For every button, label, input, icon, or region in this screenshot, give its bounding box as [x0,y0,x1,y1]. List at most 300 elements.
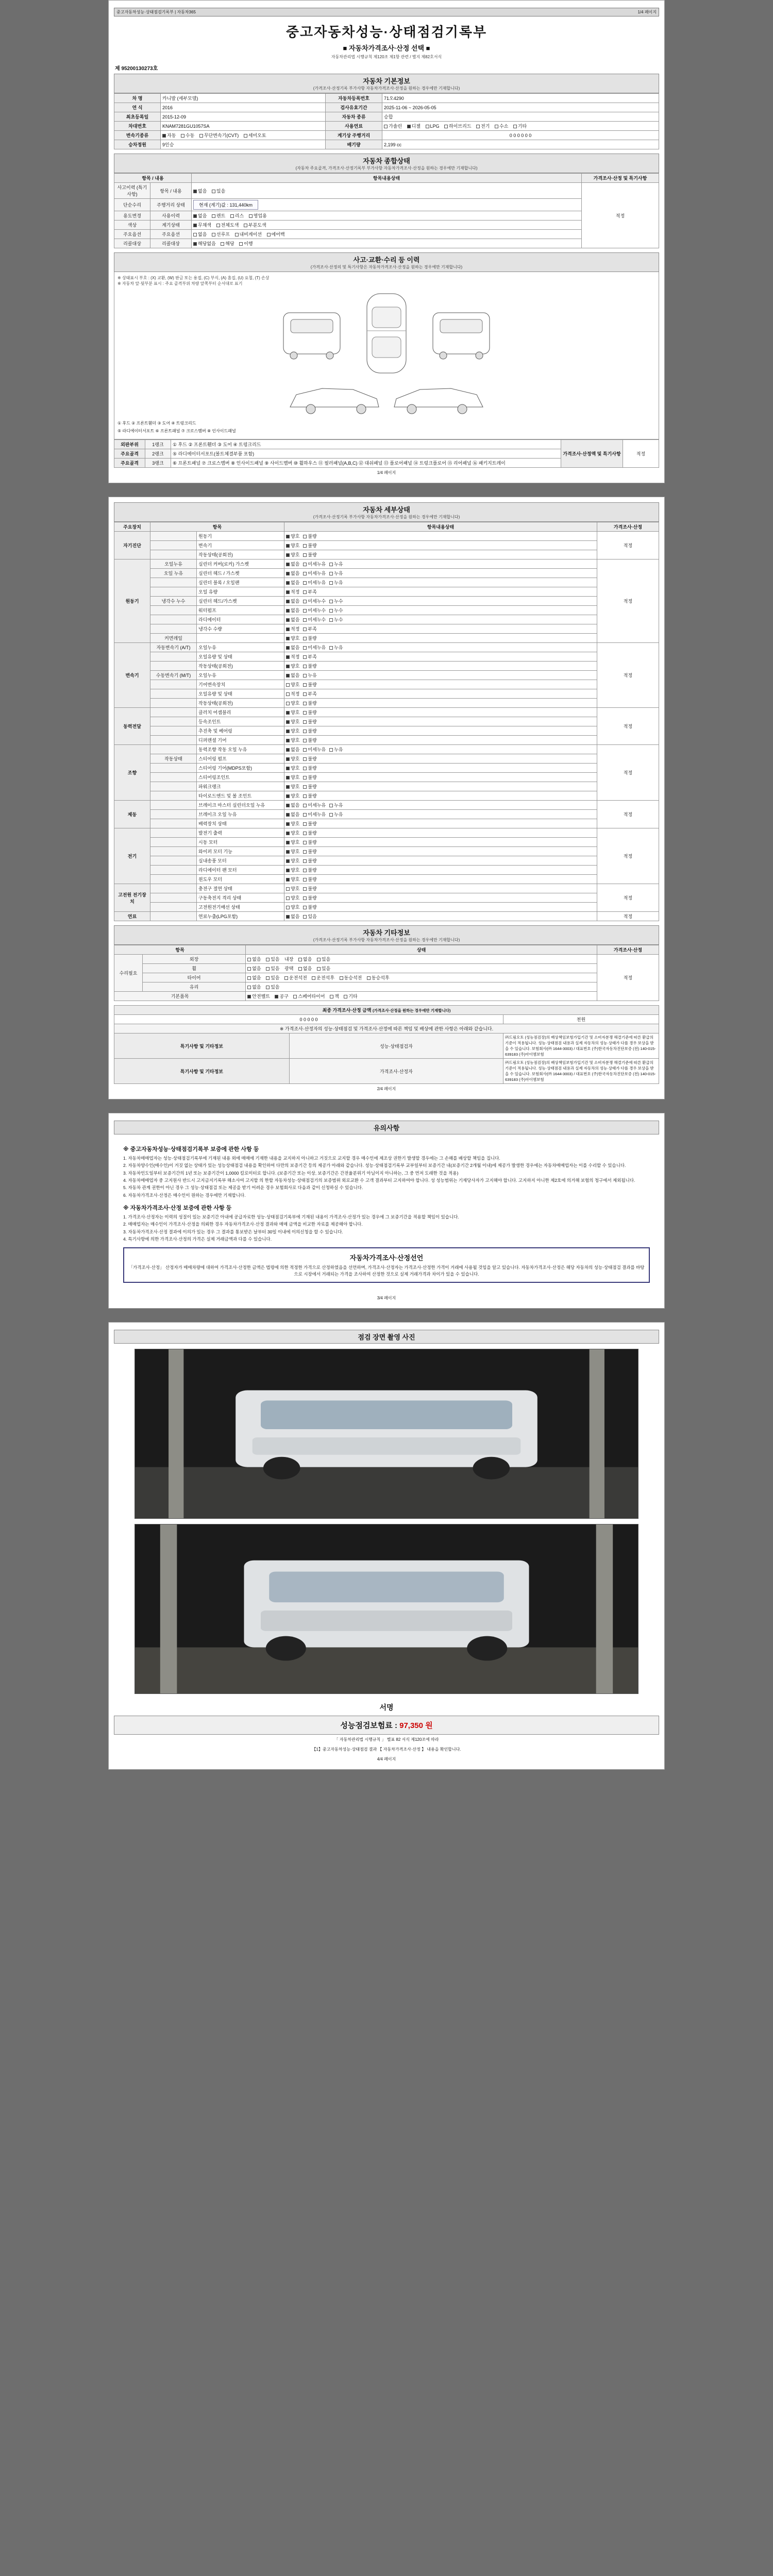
row-options-color[interactable] [192,221,582,230]
fuel-option-hybrid[interactable]: 하이브리드 [444,123,471,129]
detail-item-options[interactable] [284,689,597,699]
fuel-option-diesel[interactable]: 디젤 [407,123,421,129]
detail-option-미세누수[interactable] [303,598,326,604]
detail-option-양호[interactable] [286,663,299,669]
detail-option-양호[interactable] [286,755,299,762]
tire-pos-fl[interactable]: 운전석전 [284,974,307,981]
detail-option-불량[interactable] [303,857,316,864]
usage-rent[interactable]: 렌트 [212,212,225,219]
checkbox-icon[interactable] [286,878,290,882]
checkbox-icon[interactable] [303,776,307,779]
checkbox-icon[interactable] [303,869,307,872]
detail-option-양호[interactable] [286,867,299,873]
detail-option-미세누유[interactable] [303,746,326,753]
exterior-none[interactable]: 없음 [247,956,261,962]
checkbox-icon[interactable] [286,739,290,742]
recall-yes[interactable]: 해당 [221,240,234,247]
detail-option-없음[interactable] [286,607,299,614]
detail-option-누수[interactable] [329,616,343,623]
detail-item-options[interactable] [284,819,597,828]
detail-item-options[interactable] [284,810,597,819]
detail-item-options[interactable] [284,912,597,921]
color-full-paint[interactable]: 전체도색 [216,222,239,228]
checkbox-icon[interactable] [303,553,307,557]
detail-option-미세누유[interactable] [303,579,326,586]
checkbox-icon[interactable] [303,563,307,566]
color-solid[interactable]: 무채색 [193,222,211,228]
detail-item-options[interactable] [284,587,597,597]
transmission-options[interactable] [161,131,326,140]
detail-option-label: 미세누유 [308,645,326,650]
trans-option-auto[interactable]: 자동 [162,132,176,139]
detail-item-options[interactable] [284,773,597,782]
checkbox-icon[interactable] [303,628,307,631]
detail-option-누유[interactable] [329,811,343,818]
detail-option-불량[interactable] [303,727,316,734]
checkbox-icon[interactable] [286,720,290,724]
checkbox-icon[interactable] [303,665,307,668]
detail-item-options[interactable] [284,791,597,801]
detail-option-불량[interactable] [303,542,316,549]
tire-pos-rr[interactable]: 동승석후 [367,974,390,981]
checkbox-icon[interactable] [286,674,290,677]
checkbox-icon[interactable] [303,859,307,863]
detail-option-양호[interactable] [286,857,299,864]
wheel-none[interactable]: 없음 [247,965,261,972]
detail-item-options[interactable] [284,708,597,717]
checkbox-icon[interactable] [329,609,333,613]
detail-option-미세누유[interactable] [303,561,326,567]
detail-option-부족[interactable] [303,653,316,660]
detail-option-누유[interactable] [329,802,343,808]
detail-option-누유[interactable] [303,672,316,679]
detail-option-양호[interactable] [286,533,299,539]
checkbox-icon[interactable] [303,609,307,613]
detail-option-없음[interactable] [286,598,299,604]
detail-item-options[interactable] [284,615,597,624]
checkbox-icon[interactable] [286,563,290,566]
recall-na[interactable]: 해당없음 [193,240,216,247]
detail-option-양호[interactable] [286,839,299,845]
color-partial-paint[interactable]: 부분도색 [244,222,266,228]
checkbox-icon[interactable] [329,563,333,566]
checkbox-icon[interactable] [303,544,307,548]
detail-option-누수[interactable] [329,607,343,614]
detail-item-options[interactable] [284,652,597,662]
checkbox-icon[interactable] [329,646,333,650]
trans-option-cvt[interactable]: 무단변속기(CVT) [199,132,239,139]
usage-lease[interactable]: 리스 [230,212,244,219]
detail-option-부족[interactable] [303,588,316,595]
detail-item-options[interactable] [284,578,597,587]
detail-option-양호[interactable] [286,727,299,734]
detail-option-양호[interactable] [286,848,299,855]
polish-yes[interactable]: 있음 [317,965,330,972]
checkbox-icon[interactable] [303,841,307,844]
detail-option-불량[interactable] [303,533,316,539]
detail-option-불량[interactable] [303,894,316,901]
checkbox-icon[interactable] [303,822,307,826]
recall-done[interactable]: 이행 [239,240,253,247]
checkbox-icon[interactable] [286,822,290,826]
checkbox-icon[interactable] [303,767,307,770]
row-options-mileage[interactable] [192,199,582,211]
checkbox-icon[interactable] [303,646,307,650]
detail-option-없음[interactable] [286,811,299,818]
detail-item-options[interactable] [284,634,597,643]
checkbox-icon[interactable] [286,757,290,761]
detail-option-양호[interactable] [286,681,299,688]
detail-option-양호[interactable] [286,829,299,836]
detail-item-options[interactable] [284,903,597,912]
checkbox-icon[interactable] [329,600,333,603]
detail-option-없음[interactable] [286,570,299,577]
detail-option-적정[interactable] [286,588,299,595]
interior-none[interactable]: 없음 [298,956,312,962]
checkbox-icon[interactable] [303,581,307,585]
detail-item-label: 작동상태(공회전) [197,662,284,671]
detail-item-options[interactable] [284,884,597,893]
detail-option-양호[interactable] [286,737,299,743]
checkbox-icon[interactable] [329,804,333,807]
checkbox-icon[interactable] [286,665,290,668]
detail-option-양호[interactable] [286,709,299,716]
checkbox-icon[interactable] [286,581,290,585]
detail-option-미세누유[interactable] [303,570,326,577]
checkbox-icon[interactable] [286,730,290,733]
detail-option-없음[interactable] [286,913,299,920]
checkbox-icon[interactable] [286,646,290,650]
tire-pos-rl[interactable]: 운전석후 [312,974,334,981]
detail-option-양호[interactable] [286,885,299,892]
wheel-yes[interactable]: 있음 [266,965,279,972]
detail-option-불량[interactable] [303,839,316,845]
detail-option-누유[interactable] [329,644,343,651]
checkbox-icon[interactable] [286,748,290,752]
checkbox-icon[interactable] [329,581,333,585]
checkbox-icon[interactable] [286,813,290,817]
checkbox-icon[interactable] [286,711,290,715]
checkbox-icon[interactable] [303,757,307,761]
checkbox-icon[interactable] [303,832,307,835]
checkbox-icon[interactable] [303,915,307,919]
detail-item-options[interactable] [284,699,597,708]
detail-option-없음[interactable] [286,644,299,651]
detail-item-options[interactable] [284,671,597,680]
checkbox-icon[interactable] [286,832,290,835]
detail-group-price-note: 적정 [597,745,659,801]
detail-option-미세누유[interactable] [303,802,326,808]
detail-item-options[interactable] [284,606,597,615]
checkbox-icon[interactable] [303,748,307,752]
detail-option-불량[interactable] [303,765,316,771]
checkbox-icon[interactable] [286,776,290,779]
detail-option-양호[interactable] [286,820,299,827]
detail-item-options[interactable] [284,643,597,652]
glass-yes[interactable]: 있음 [266,984,279,990]
detail-item-options[interactable] [284,754,597,764]
checkbox-icon[interactable] [303,720,307,724]
checkbox-icon[interactable] [303,572,307,575]
checkbox-icon[interactable] [303,906,307,909]
checkbox-icon[interactable] [286,804,290,807]
checkbox-icon[interactable] [303,590,307,594]
detail-option-미세누유[interactable] [303,811,326,818]
checkbox-icon[interactable] [286,767,290,770]
checkbox-icon[interactable] [286,869,290,872]
detail-option-누유[interactable] [329,561,343,567]
checkbox-icon[interactable] [329,813,333,817]
checkbox-icon[interactable] [303,711,307,715]
detail-option-미세누수[interactable] [303,616,326,623]
detail-item-options[interactable] [284,856,597,866]
checkbox-icon[interactable] [286,553,290,557]
detail-option-불량[interactable] [303,848,316,855]
detail-option-적정[interactable] [286,653,299,660]
checkbox-icon[interactable] [286,841,290,844]
checkbox-icon[interactable] [286,794,290,798]
row-sub-accident: 항목 / 내용 [150,183,192,199]
detail-option-미세누유[interactable] [303,644,326,651]
detail-option-불량[interactable] [303,867,316,873]
detail-item-options[interactable] [284,550,597,560]
detail-subgroup [150,801,197,810]
checkbox-icon[interactable] [286,618,290,622]
basic-tools[interactable]: 공구 [275,993,288,999]
detail-option-불량[interactable] [303,792,316,799]
detail-option-양호[interactable] [286,551,299,558]
checkbox-icon[interactable] [303,618,307,622]
detail-option-불량[interactable] [303,718,316,725]
detail-item-options[interactable] [284,532,597,541]
checkbox-icon[interactable] [303,674,307,677]
detail-item-options[interactable] [284,801,597,810]
detail-item-options[interactable] [284,875,597,884]
checkbox-icon[interactable] [286,859,290,863]
detail-option-양호[interactable] [286,876,299,883]
detail-item-options[interactable] [284,541,597,550]
polish-none[interactable]: 없음 [298,965,312,972]
basic-items-options[interactable] [246,992,597,1001]
detail-item-options[interactable] [284,847,597,856]
exterior-yes[interactable]: 있음 [266,956,279,962]
row-options-accident[interactable] [192,183,582,199]
usage-none[interactable]: 없음 [193,212,207,219]
detail-option-양호[interactable] [286,765,299,771]
notice-head-1: ※ 중고자동차성능·상태점검기록부 보증에 관한 사항 등 [123,1146,259,1153]
detail-option-양호[interactable] [286,718,299,725]
fuel-option-other[interactable]: 기타 [513,123,527,129]
detail-option-불량[interactable] [303,755,316,762]
checkbox-icon[interactable] [303,813,307,817]
detail-option-없음[interactable] [286,746,299,753]
fuel-options[interactable] [382,122,659,131]
detail-option-양호[interactable] [286,542,299,549]
trans-option-semi[interactable]: 세미오토 [244,132,266,139]
fuel-option-electric[interactable]: 전기 [476,123,490,129]
detail-option-부족[interactable] [303,690,316,697]
checkbox-icon[interactable] [286,702,290,705]
checkbox-icon[interactable] [303,637,307,640]
opt-airbag[interactable]: 에어백 [267,231,285,238]
tire-yes[interactable]: 있음 [266,974,279,981]
detail-option-미세누수[interactable] [303,607,326,614]
row-options-recall[interactable] [192,239,582,248]
checkbox-icon[interactable] [303,702,307,705]
repair-options-exterior[interactable] [246,955,597,964]
interior-yes[interactable]: 있음 [317,956,330,962]
checkbox-icon[interactable] [286,683,290,687]
checkbox-icon[interactable] [286,572,290,575]
checkbox-icon[interactable] [303,683,307,687]
detail-option-없음[interactable] [286,616,299,623]
detail-item-options[interactable] [284,736,597,745]
detail-option-양호[interactable] [286,774,299,781]
detail-item-options[interactable] [284,782,597,791]
detail-option-불량[interactable] [303,737,316,743]
basic-seatbelt[interactable]: 안전벨트 [247,993,270,999]
checkbox-icon[interactable] [303,878,307,882]
detail-item-options[interactable] [284,745,597,754]
trans-option-manual[interactable]: 수동 [181,132,194,139]
repair-options-tire[interactable] [246,973,597,982]
checkbox-icon[interactable] [286,692,290,696]
checkbox-icon[interactable] [303,692,307,696]
checkbox-icon[interactable] [329,748,333,752]
checkbox-icon[interactable] [303,600,307,603]
checkbox-icon[interactable] [286,637,290,640]
checkbox-icon[interactable] [303,794,307,798]
checkbox-icon[interactable] [303,730,307,733]
checkbox-icon[interactable] [286,535,290,538]
detail-item-options[interactable] [284,662,597,671]
detail-item-options[interactable] [284,866,597,875]
accident-yes[interactable]: 있음 [212,188,225,194]
checkbox-icon[interactable] [303,655,307,659]
detail-option-불량[interactable] [303,551,316,558]
detail-option-불량[interactable] [303,783,316,790]
checkbox-icon[interactable] [329,618,333,622]
repair-options-wheel[interactable] [246,964,597,973]
detail-option-불량[interactable] [303,829,316,836]
row-options-usage[interactable] [192,211,582,221]
checkbox-icon[interactable] [303,535,307,538]
opt-sunroof[interactable]: 선루프 [212,231,230,238]
detail-option-불량[interactable] [303,885,316,892]
opt-none[interactable]: 없음 [193,231,207,238]
basic-other[interactable]: 기타 [344,993,357,999]
detail-option-없음[interactable] [286,561,299,567]
tire-pos-fr[interactable]: 동승석전 [340,974,362,981]
accident-none[interactable]: 없음 [193,188,207,194]
checkbox-icon[interactable] [286,609,290,613]
checkbox-icon[interactable] [286,915,290,919]
detail-option-불량[interactable] [303,700,316,706]
detail-option-불량[interactable] [303,681,316,688]
detail-option-불량[interactable] [303,774,316,781]
detail-option-있음[interactable] [303,913,316,920]
detail-option-누유[interactable] [329,570,343,577]
checkbox-icon[interactable] [286,896,290,900]
detail-item-options[interactable] [284,893,597,903]
detail-option-누유[interactable] [329,579,343,586]
detail-option-불량[interactable] [303,876,316,883]
detail-item-options[interactable] [284,560,597,569]
detail-item-options[interactable] [284,726,597,736]
fuel-option-lpg[interactable]: LPG [426,124,440,129]
glass-none[interactable]: 없음 [247,984,261,990]
detail-option-불량[interactable] [303,635,316,641]
detail-option-누수[interactable] [329,598,343,604]
detail-option-양호[interactable] [286,635,299,641]
opt-navigation[interactable]: 내비게이션 [235,231,262,238]
detail-item-options[interactable] [284,569,597,578]
checkbox-icon[interactable] [286,906,290,909]
fuel-option-hydrogen[interactable]: 수소 [495,123,508,129]
detail-option-양호[interactable] [286,700,299,706]
detail-option-부족[interactable] [303,625,316,632]
fuel-option-gasoline[interactable]: 가솔린 [384,123,402,129]
detail-option-적정[interactable] [286,625,299,632]
detail-option-양호[interactable] [286,792,299,799]
detail-option-없음[interactable] [286,802,299,808]
checkbox-icon[interactable] [286,628,290,631]
detail-option-없음[interactable] [286,672,299,679]
detail-option-양호[interactable] [286,894,299,901]
rank-3: 3랭크 [145,459,171,468]
row-options-main[interactable] [192,230,582,239]
checkbox-icon[interactable] [303,896,307,900]
checkbox-icon[interactable] [329,572,333,575]
basic-jack[interactable]: 잭 [330,993,339,999]
repair-options-glass[interactable] [246,982,597,992]
checkbox-icon[interactable] [286,887,290,891]
detail-option-누유[interactable] [329,746,343,753]
detail-item-options[interactable] [284,624,597,634]
checkbox-icon[interactable] [286,785,290,789]
detail-option-없음[interactable] [286,579,299,586]
tire-none[interactable]: 없음 [247,974,261,981]
detail-item-options[interactable] [284,717,597,726]
checkbox-icon[interactable] [303,850,307,854]
checkbox-icon[interactable] [286,544,290,548]
detail-option-불량[interactable] [303,709,316,716]
detail-item-options[interactable] [284,597,597,606]
detail-option-불량[interactable] [303,904,316,910]
detail-item-options[interactable] [284,764,597,773]
checkbox-icon[interactable] [286,590,290,594]
detail-option-양호[interactable] [286,904,299,910]
notice-p1-1: 1. 자동차매매업자는 성능·상태점검기록부에 기재된 내용 외에 매매에 기재한 내용을 교지하지 아니하고 거짓으로 교지할 경우 매수인에 제조상 권한기 발생할 경우에는 그 손해를 배상할 책임을 집니다. [123,1156,500,1161]
checkbox-icon[interactable] [303,785,307,789]
detail-item-options[interactable] [284,680,597,689]
checkbox-icon[interactable] [303,739,307,742]
detail-option-불량[interactable] [303,820,316,827]
checkbox-icon[interactable] [303,887,307,891]
checkbox-icon[interactable] [286,655,290,659]
detail-item-options[interactable] [284,838,597,847]
checkbox-icon[interactable] [286,600,290,603]
detail-option-적정[interactable] [286,690,299,697]
detail-item-options[interactable] [284,828,597,838]
checkbox-icon[interactable] [286,850,290,854]
basic-spare-tire[interactable]: 스페어타이어 [293,993,325,999]
label-inspector: 성능·상태점검자 [289,1033,503,1059]
checkbox-icon[interactable] [303,804,307,807]
detail-option-불량[interactable] [303,663,316,669]
usage-commercial[interactable]: 영업용 [249,212,267,219]
detail-option-양호[interactable] [286,783,299,790]
